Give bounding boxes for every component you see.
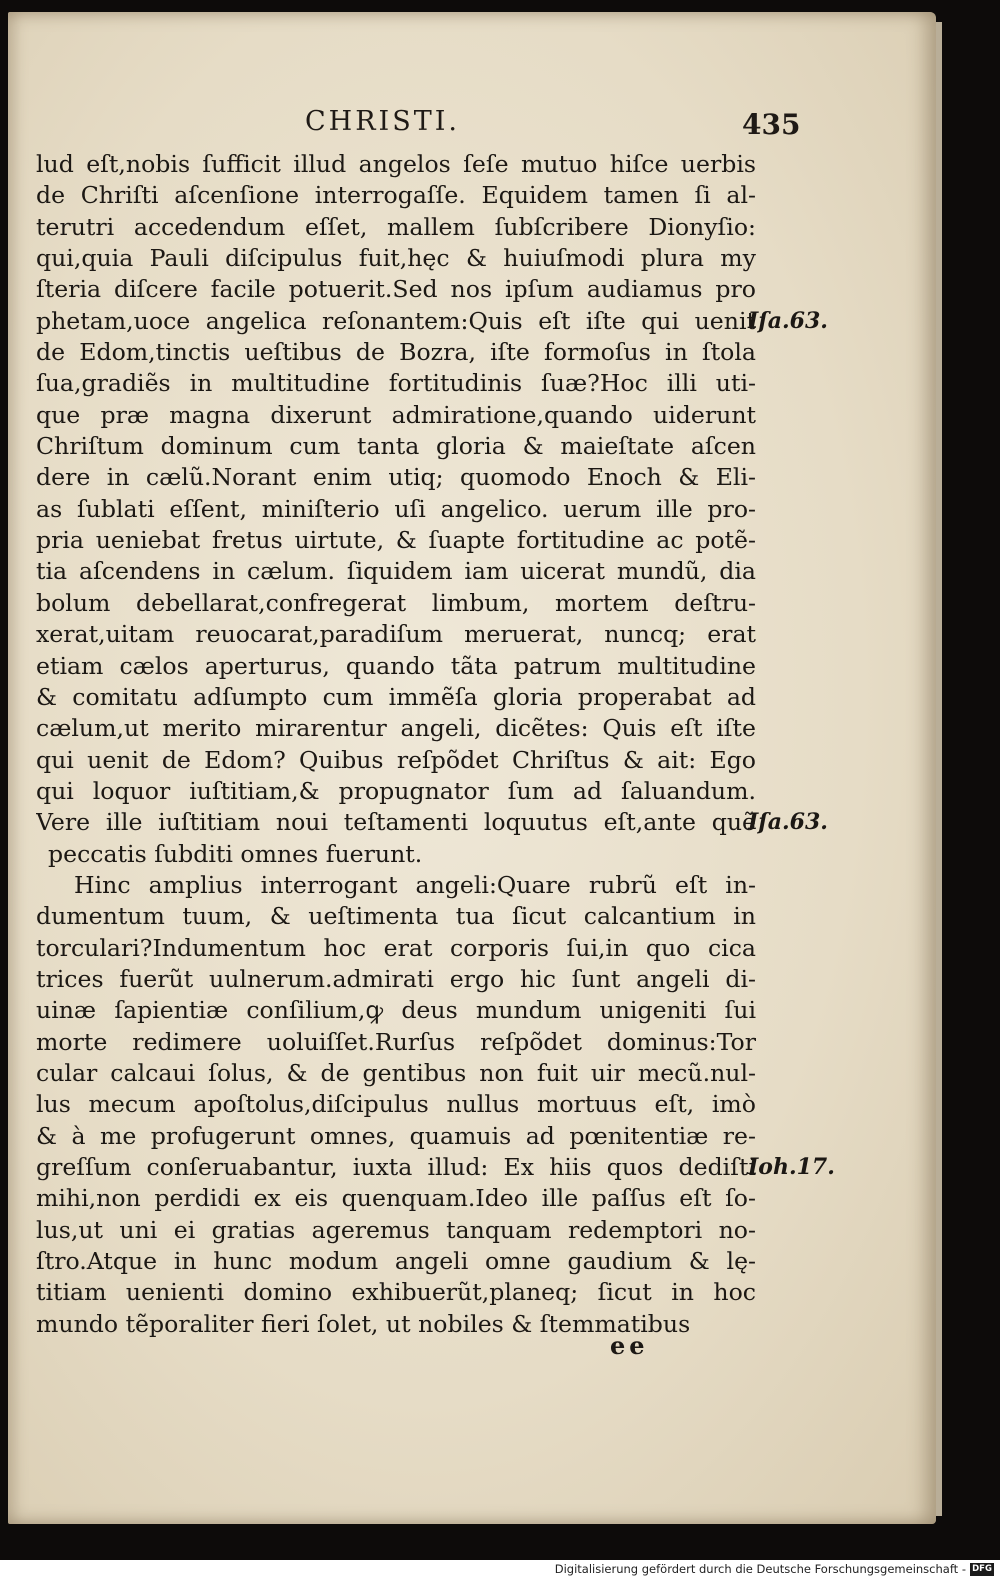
text-line: de Edom,tinctis ueſtibus de Bozra, iſte formoſus in ſtola [36, 338, 756, 367]
text-line: qui loquor iuſtitiam,& propugnator ſum ad ſaluandum. [36, 776, 756, 805]
text-line: & comitatu adſumpto cum immẽſa gloria properabat ad [36, 682, 756, 711]
text-line: ſteria diſcere facile potuerit.Sed nos ipſum audiamus pro [36, 275, 756, 304]
text-line: phetam,uoce angelica reſonantem:Quis eſt iſte qui uenit [36, 306, 756, 335]
text-line: as ſublati eſſent, miniſterio uſi angelico. uerum ille pro- [36, 494, 756, 523]
text-line: etiam cælos aperturus, quando tãta patrum multitudine [36, 651, 756, 680]
margin-note: Iſa.63. [748, 307, 828, 334]
text-line: Chriſtum dominum cum tanta gloria & maieſtate aſcen [36, 432, 756, 461]
text-line: dumentum tuum, & ueſtimenta tua ſicut calcantium in [36, 902, 756, 931]
text-line: greſſum conſeruabantur, iuxta illud: Ex hiis quos dediſti [36, 1153, 756, 1181]
signature-mark: ee [610, 1331, 649, 1360]
text-line: pria ueniebat fretus uirtute, & ſuapte fortitudine ac potẽ- [36, 526, 756, 555]
text-line: mundo tẽporaliter fieri ſolet, ut nobiles & ſtemmatibus [36, 1309, 691, 1338]
page-number: 435 [742, 108, 801, 141]
text-line: Hinc amplius interrogant angeli:Quare rubrũ eſt in- [74, 870, 756, 899]
text-line: qui uenit de Edom? Quibus reſpõdet Chriſtus & ait: Ego [36, 745, 756, 774]
credit-text: Digitalisierung gefördert durch die Deutsche Forschungsgemeinschaft - [554, 1562, 966, 1576]
text-line: morte redimere uoluiſſet.Rurſus reſpõdet dominus:Tor [36, 1027, 756, 1056]
running-head [0, 100, 1000, 140]
text-line: Vere ille iuſtitiam noui teſtamenti loquutus eſt,ante quẽ [36, 808, 756, 837]
text-line: lus,ut uni ei gratias ageremus tanquam redemptori no- [36, 1215, 756, 1244]
text-line: bolum debellarat,confregerat limbum, mortem deſtru- [36, 588, 756, 617]
text-line: que præ magna dixerunt admiratione,quando uiderunt [36, 400, 756, 429]
margin-note: Iſa.63. [748, 809, 828, 836]
text-line: lud eſt,nobis ſufficit illud angelos ſeſe mutuo hiſce uerbis [36, 150, 756, 178]
text-line: de Chriſti aſcenſione interrogaſſe. Equidem tamen ſi al- [36, 181, 756, 210]
text-line: xerat,uitam reuocarat,paradiſum meruerat, nuncq; erat [36, 620, 756, 649]
text-line: peccatis ſubditi omnes fuerunt. [48, 839, 423, 868]
text-line: cular calcaui ſolus, & de gentibus non fuit uir mecũ.nul- [36, 1058, 756, 1087]
margin-note: Ioh.17. [748, 1154, 835, 1181]
text-line: uinæ ſapientiæ conſilium,ꝙ deus mundum unigeniti ſui [36, 996, 756, 1025]
text-line: mihi,non perdidi ex eis quenquam.Ideo ille paſſus eſt ſo- [36, 1184, 756, 1213]
text-line: lus mecum apoſtolus,diſcipulus nullus mortuus eſt, imò [36, 1090, 756, 1119]
text-line: torculari?Indumentum hoc erat corporis ſui,in quo cica [36, 933, 756, 962]
text-line: ſua,gradiẽs in multitudine fortitudinis ſuæ?Hoc illi uti- [36, 369, 756, 398]
page-edge [936, 22, 942, 1516]
text-line: qui,quia Pauli diſcipulus fuit,hęc & huiuſmodi plura my [36, 244, 756, 273]
text-line: & à me profugerunt omnes, quamuis ad pœnitentiæ re- [36, 1121, 756, 1150]
running-title: CHRISTI. [305, 106, 460, 137]
credit-bar [0, 1560, 1000, 1579]
text-line: titiam uenienti domino exhibuerũt,planeq; ſicut in hoc [36, 1278, 756, 1307]
text-line: ſtro.Atque in hunc modum angeli omne gaudium & lę- [36, 1247, 756, 1276]
text-line: dere in cælũ.Norant enim utiq; quomodo Enoch & Eli- [36, 463, 756, 492]
dfg-logo: DFG [970, 1563, 994, 1576]
text-line: tia aſcendens in cælum. ſiquidem iam uicerat mundũ, dia [36, 557, 756, 586]
text-line: trices fuerũt uulnerum.admirati ergo hic ſunt angeli di- [36, 964, 756, 993]
text-line: terutri accedendum eſſet, mallem ſubſcribere Dionyſio: [36, 212, 756, 241]
body-text [36, 149, 756, 1340]
text-line: cælum,ut merito mirarentur angeli, dicẽtes: Quis eſt iſte [36, 714, 756, 743]
